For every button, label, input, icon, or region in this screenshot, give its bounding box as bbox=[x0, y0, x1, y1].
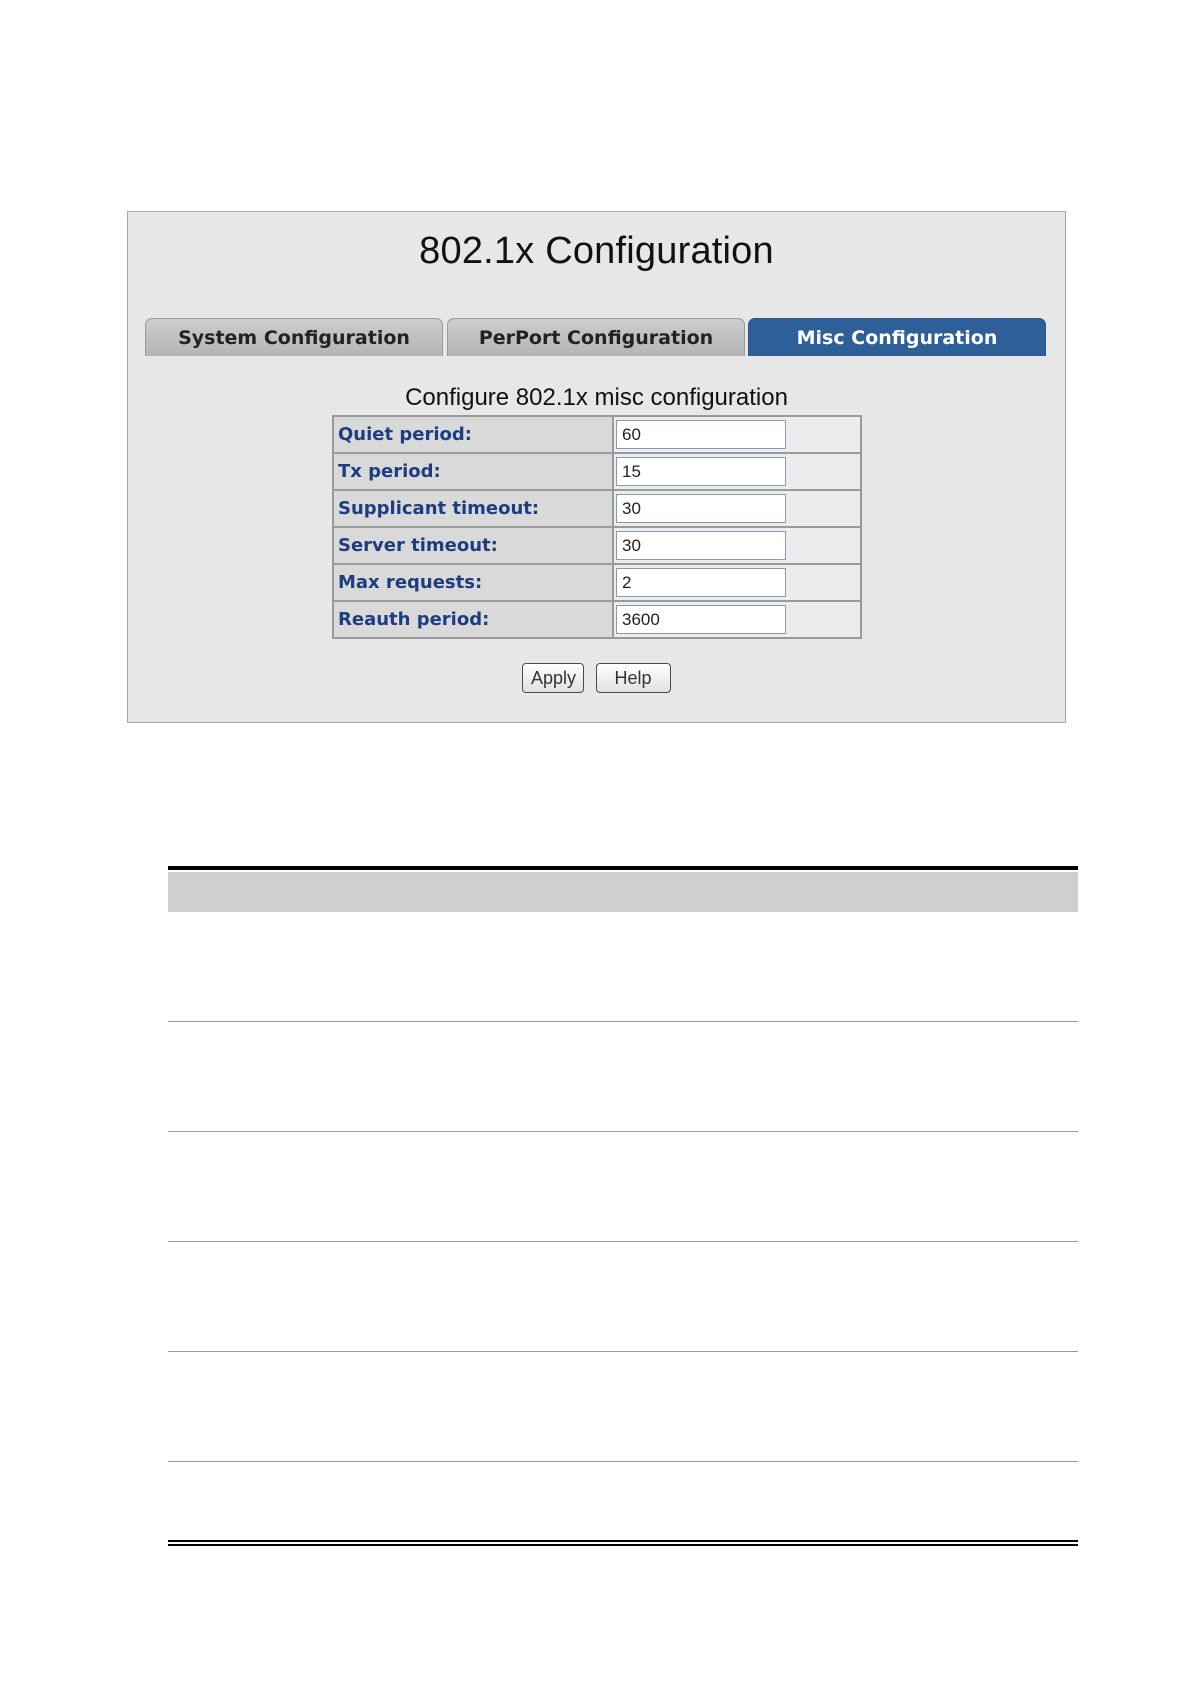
quiet-period-cell bbox=[613, 416, 861, 453]
page-title: 802.1x Configuration bbox=[419, 230, 774, 272]
table-bottom-rule bbox=[168, 1544, 1078, 1546]
table-row bbox=[333, 416, 861, 453]
table-row bbox=[168, 1132, 1078, 1242]
tab-system-configuration[interactable]: System Configuration bbox=[145, 318, 443, 356]
max-requests-input[interactable] bbox=[616, 568, 786, 597]
help-button[interactable]: Help bbox=[596, 663, 671, 693]
table-row bbox=[168, 1462, 1078, 1538]
tx-period-cell bbox=[613, 453, 861, 490]
max-requests-cell bbox=[613, 564, 861, 601]
misc-config-table bbox=[332, 415, 862, 639]
server-timeout-input[interactable] bbox=[616, 531, 786, 560]
tab-bar bbox=[145, 318, 1046, 356]
table-header bbox=[168, 872, 1078, 912]
tx-period-input[interactable] bbox=[616, 457, 786, 486]
table-row bbox=[168, 1352, 1078, 1462]
reauth-period-cell bbox=[613, 601, 861, 638]
reauth-period-input[interactable] bbox=[616, 605, 786, 634]
table-row bbox=[333, 527, 861, 564]
apply-button[interactable]: Apply bbox=[522, 663, 584, 693]
table-bottom-rule bbox=[168, 1540, 1078, 1542]
table-row bbox=[333, 564, 861, 601]
tab-misc-configuration[interactable]: Misc Configuration bbox=[748, 318, 1046, 356]
description-table bbox=[168, 866, 1078, 1546]
tx-period-label: Tx period: bbox=[333, 453, 613, 490]
table-row bbox=[168, 1022, 1078, 1132]
table-row bbox=[168, 912, 1078, 1022]
table-row bbox=[333, 601, 861, 638]
server-timeout-cell bbox=[613, 527, 861, 564]
supplicant-timeout-label: Supplicant timeout: bbox=[333, 490, 613, 527]
config-panel bbox=[127, 211, 1066, 723]
quiet-period-input[interactable] bbox=[616, 420, 786, 449]
table-top-rule bbox=[168, 866, 1078, 870]
quiet-period-label: Quiet period: bbox=[333, 416, 613, 453]
table-row bbox=[168, 1242, 1078, 1352]
server-timeout-label: Server timeout: bbox=[333, 527, 613, 564]
button-row bbox=[128, 663, 1065, 693]
table-row bbox=[333, 453, 861, 490]
table-row bbox=[333, 490, 861, 527]
tab-perport-configuration[interactable]: PerPort Configuration bbox=[447, 318, 745, 356]
section-title: Configure 802.1x misc configuration bbox=[405, 384, 788, 411]
max-requests-label: Max requests: bbox=[333, 564, 613, 601]
supplicant-timeout-cell bbox=[613, 490, 861, 527]
reauth-period-label: Reauth period: bbox=[333, 601, 613, 638]
supplicant-timeout-input[interactable] bbox=[616, 494, 786, 523]
